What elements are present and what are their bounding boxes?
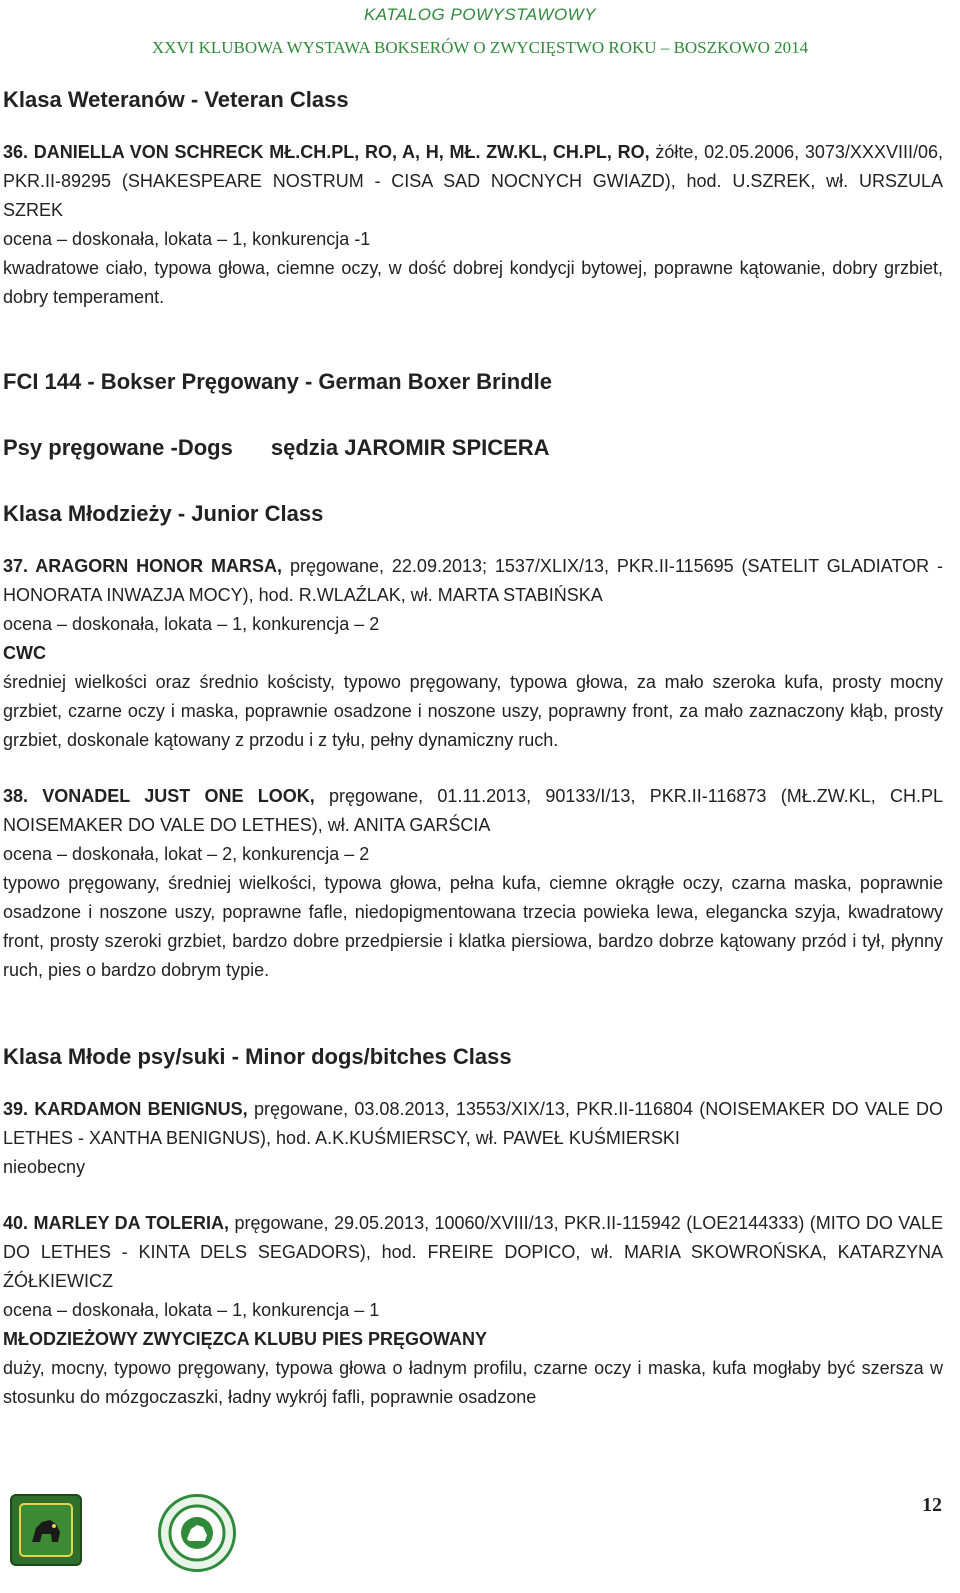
dogs-label: Psy pręgowane -Dogs xyxy=(3,435,233,460)
entry-37-description: średniej wielkości oraz średnio kościsty, typowo pręgowany, typowa głowa, za mało szeroka kufa, prosty mocny grzbiet, czarne oczy i maska, poprawnie osadzone i noszone uszy, poprawny front, za mało zaznaczony kłąb, prosty grzbiet, doskonale kątowany z przodu i z tyłu, pełny dynamiczny ruch. xyxy=(3,672,943,750)
entry-40-title: MŁODZIEŻOWY ZWYCIĘZCA KLUBU PIES PRĘGOWANY xyxy=(3,1329,488,1349)
page-number: 12 xyxy=(922,1494,942,1516)
page-footer xyxy=(0,1490,960,1593)
entry-38-name: 38. VONADEL JUST ONE LOOK, xyxy=(3,786,315,806)
class-heading-veteran: Klasa Weteranów - Veteran Class xyxy=(3,87,349,112)
breed-heading: FCI 144 - Bokser Pręgowany - German Boxer Brindle xyxy=(3,369,552,394)
entry-38-header xyxy=(3,782,943,840)
class-heading-junior: Klasa Młodzieży - Junior Class xyxy=(3,501,324,526)
entry-37-header xyxy=(3,552,943,610)
entry-36 xyxy=(3,138,943,312)
entry-37-details: pręgowane, 22.09.2013; 1537/XLIX/13, PKR.II-115695 (SATELIT GLADIATOR - HONORATA INWAZJA MOCY), hod. R.WLAŹLAK, wł. MARTA STABIŃSKA xyxy=(3,556,943,605)
entry-37-title: CWC xyxy=(3,643,46,663)
judge-name: sędzia JAROMIR SPICERA xyxy=(270,435,550,460)
show-subtitle: XXVI KLUBOWA WYSTAWA BOKSERÓW O ZWYCIĘSTWO ROKU – BOSZKOWO 2014 xyxy=(151,38,809,57)
entry-36-details: żółte, 02.05.2006, 3073/XXXVIII/06, PKR.II-89295 (SHAKESPEARE NOSTRUM - CISA SAD NOCNYCH GWIAZD), hod. U.SZREK, wł. URSZULA SZREK xyxy=(3,142,943,220)
entry-38 xyxy=(3,782,943,985)
entry-39-details: pręgowane, 03.08.2013, 13553/XIX/13, PKR.II-116804 (NOISEMAKER DO VALE DO LETHES - XANTHA BENIGNUS), hod. A.K.KUŚMIERSCY, wł. PAWEŁ KUŚMIERSKI xyxy=(3,1099,944,1148)
entry-36-rating: ocena – doskonała, lokata – 1, konkurencja -1 xyxy=(3,229,371,249)
entry-37 xyxy=(3,552,943,755)
entry-39-header xyxy=(3,1095,943,1153)
document-body xyxy=(3,86,943,1412)
entry-39-status: nieobecny xyxy=(3,1157,86,1177)
entry-38-rating: ocena – doskonała, lokat – 2, konkurencja – 2 xyxy=(3,844,370,864)
entry-40-description: duży, mocny, typowo pręgowany, typowa głowa o ładnym profilu, czarne oczy i maska, kufa mogłaby być szersza w stosunku do mózgoczaszki, ładny wykrój fafli, poprawnie osadzone xyxy=(3,1358,943,1407)
entry-37-name: 37. ARAGORN HONOR MARSA, xyxy=(3,556,283,576)
entry-40-rating: ocena – doskonała, lokata – 1, konkurencja – 1 xyxy=(3,1300,380,1320)
entry-39 xyxy=(3,1095,943,1182)
entry-38-details: pręgowane, 01.11.2013, 90133/I/13, PKR.II-116873 (MŁ.ZW.KL, CH.PL NOISEMAKER DO VALE DO LETHES), wł. ANITA GARŚCIA xyxy=(3,786,943,835)
entry-40-name: 40. MARLEY DA TOLERIA, xyxy=(3,1213,230,1233)
boxer-club-logo-icon xyxy=(10,1494,82,1566)
entry-39-name: 39. KARDAMON BENIGNUS, xyxy=(3,1099,248,1119)
entry-40-header xyxy=(3,1209,943,1296)
kennel-union-logo-icon xyxy=(158,1494,236,1572)
entry-40-details: pręgowane, 29.05.2013, 10060/XVIII/13, PKR.II-115942 (LOE2144333) (MITO DO VALE DO LETHES - KINTA DELS SEGADORS), hod. FREIRE DOPICO, wł. MARIA SKOWROŃSKA, KATARZYNA ŹÓŁKIEWICZ xyxy=(3,1213,943,1291)
entry-36-header xyxy=(3,138,943,225)
catalog-title: KATALOG POWYSTAWOWY xyxy=(363,5,597,24)
entry-40 xyxy=(3,1209,943,1412)
judge-row xyxy=(3,434,943,462)
entry-36-name: 36. DANIELLA VON SCHRECK MŁ.CH.PL, RO, A, H, MŁ. ZW.KL, CH.PL, RO, xyxy=(3,142,650,162)
entry-37-rating: ocena – doskonała, lokata – 1, konkurencja – 2 xyxy=(3,614,380,634)
page-header xyxy=(0,0,960,60)
class-heading-minor: Klasa Młode psy/suki - Minor dogs/bitches Class xyxy=(3,1044,512,1069)
entry-38-description: typowo pręgowany, średniej wielkości, typowa głowa, pełna kufa, ciemne okrągłe oczy, czarna maska, poprawnie osadzone i noszone uszy, poprawne fafle, niedopigmentowana trzecia powieka lewa, elegancka szyja, kwadratowy front, prosty szeroki grzbiet, bardzo dobre przedpiersie i klatka piersiowa, bardzo dobrze kątowany przód i tył, płynny ruch, pies o bardzo dobrym typie. xyxy=(3,873,943,980)
entry-36-description: kwadratowe ciało, typowa głowa, ciemne oczy, w dość dobrej kondycji bytowej, poprawne kątowanie, dobry grzbiet, dobry temperament. xyxy=(3,258,943,307)
